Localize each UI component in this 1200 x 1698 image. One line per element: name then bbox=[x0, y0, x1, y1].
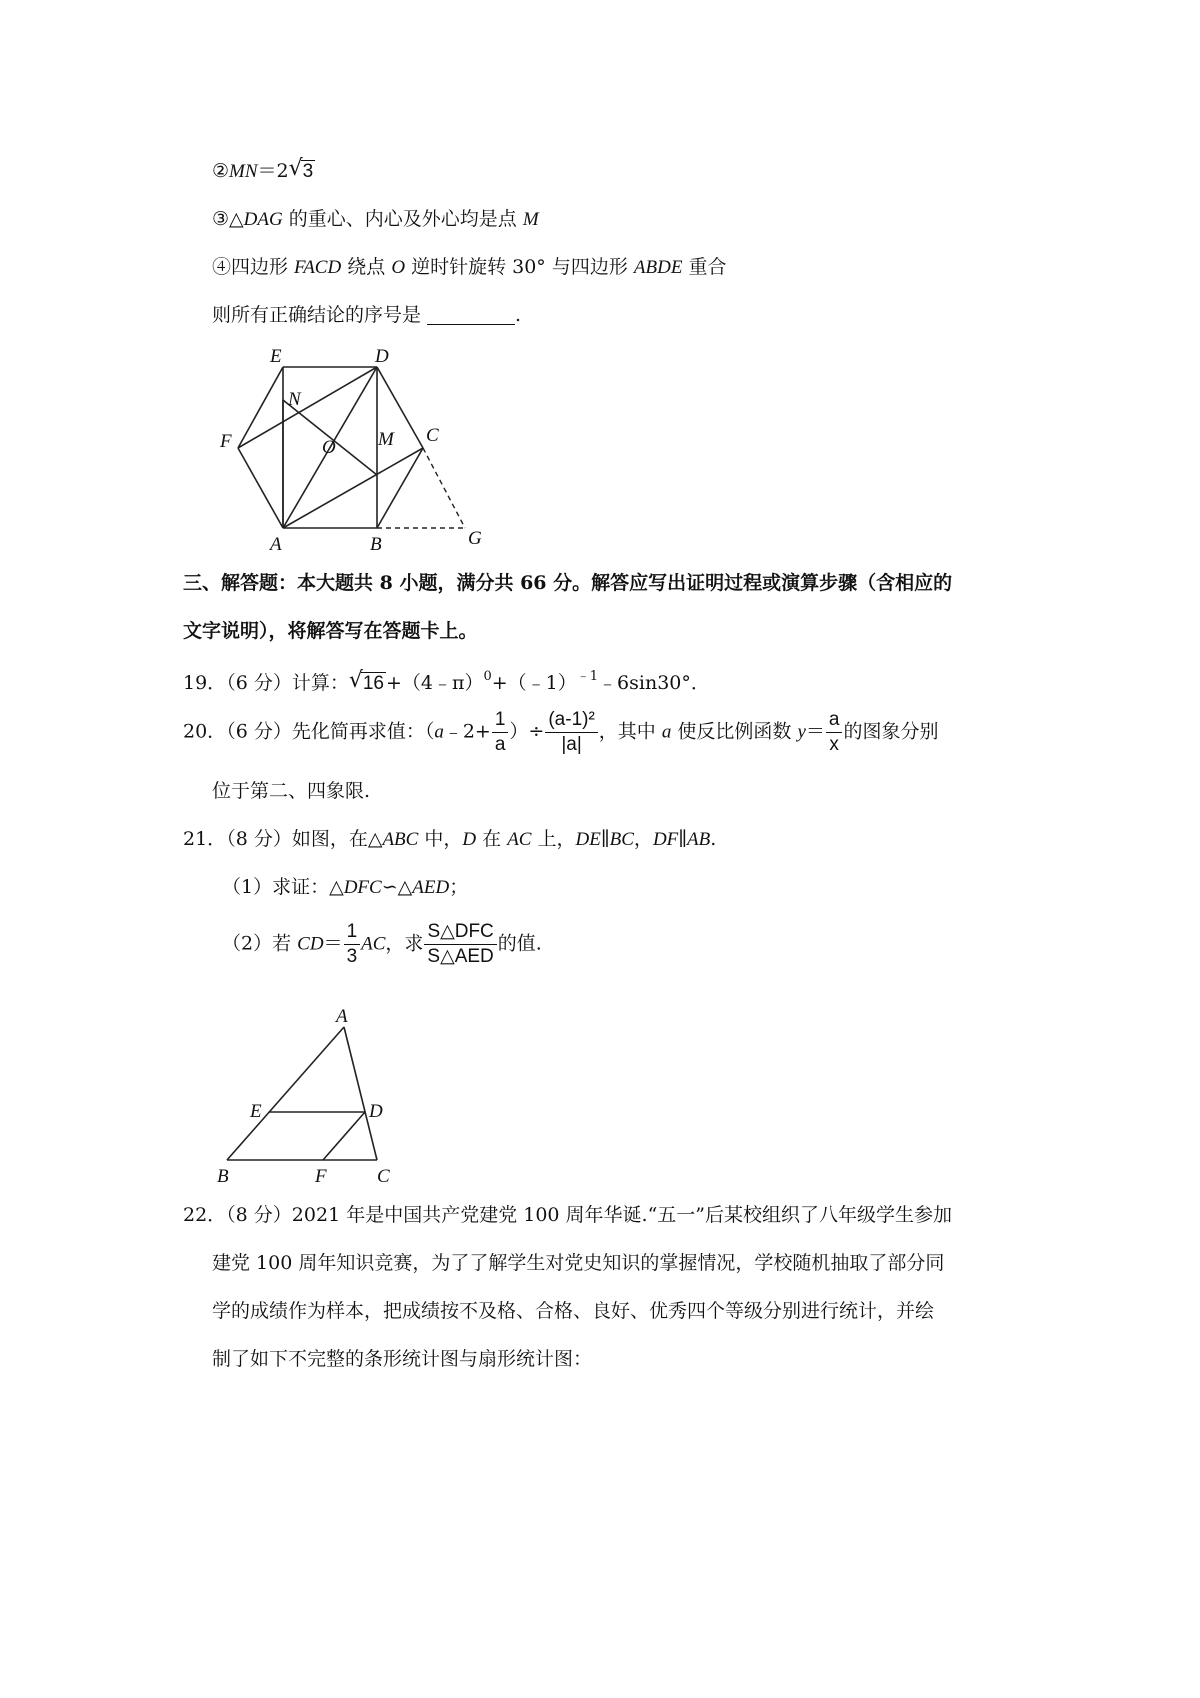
label-E: E bbox=[270, 346, 282, 367]
fraction-area-ratio: $\frac{\text{S△DFC}}{\text{S△AED}}$ bbox=[424, 922, 496, 967]
label-N: N bbox=[288, 389, 301, 410]
question-22-line2: 建党 100 周年知识竞赛，为了了解学生对党史知识的掌握情况，学校随机抽取了部分同 bbox=[212, 1252, 945, 1274]
segment-AC bbox=[283, 448, 423, 528]
label-O: O bbox=[322, 437, 336, 458]
label-B: B bbox=[370, 534, 382, 555]
statement-2: ②MN＝2 √ 3 bbox=[212, 156, 314, 182]
question-22-line1: 22．（8 分）2021 年是中国共产党建党 100 周年华诞.“五一”后某校组织了八年级学生参加 bbox=[183, 1204, 953, 1226]
fraction-1-over-a: $\frac{1}{a}$ bbox=[492, 710, 509, 755]
triangle-figure bbox=[205, 1005, 425, 1195]
label-D: D bbox=[369, 1101, 383, 1122]
segment-AF bbox=[238, 448, 283, 528]
label-E: E bbox=[250, 1101, 262, 1122]
label-D: D bbox=[375, 346, 389, 367]
answer-prompt: 则所有正确结论的序号是 . bbox=[212, 304, 522, 326]
question-22-line4: 制了如下不完整的条形统计图与扇形统计图： bbox=[212, 1348, 593, 1370]
label-B: B bbox=[217, 1166, 229, 1187]
statement-3: ③△DAG 的重心、内心及外心均是点 M bbox=[212, 208, 539, 230]
question-21-part1: （1）求证：△DFC∽△AED； bbox=[222, 876, 469, 898]
segment-CB bbox=[377, 448, 423, 528]
dashed-CG bbox=[423, 448, 465, 528]
segment-DF bbox=[323, 1112, 365, 1160]
segment-FE bbox=[238, 367, 283, 448]
fraction-1-over-3: $\frac{1}{3}$ bbox=[344, 922, 361, 967]
segment-AB bbox=[227, 1027, 344, 1160]
question-22-line3: 学的成绩作为样本，把成绩按不及格、合格、良好、优秀四个等级分别进行统计，并绘 bbox=[212, 1300, 935, 1322]
fraction-a-minus-1-sq-over-abs-a: $\frac{\text{(a-1)²}}{|a|}$ bbox=[545, 710, 597, 755]
label-C: C bbox=[426, 425, 439, 446]
question-20-line2: 位于第二、四象限. bbox=[212, 780, 371, 802]
section-header-line2: 文字说明），将解答写在答题卡上。 bbox=[183, 620, 478, 642]
label-F: F bbox=[315, 1166, 327, 1187]
question-21: 21．（8 分）如图，在△ABC 中，D 在 AC 上，DE∥BC，DF∥AB. bbox=[183, 828, 717, 850]
hexagon-figure bbox=[200, 345, 500, 555]
segment-FD bbox=[238, 367, 377, 448]
fraction-a-over-x: $\frac{a}{x}$ bbox=[826, 710, 843, 755]
question-21-part2: （2）若 CD＝ $\frac{1}{3}$ AC，求 $\frac{\text{S△DFC}}{\text{S△AED}}$ 的值. bbox=[222, 921, 542, 967]
question-20: 20．（6 分）先化简再求值：（a﹣2+ $\frac{1}{a}$ ）÷ $\frac{\text{(a-1)²}}{|a|}$ ，其中 a 使反比例函数 y＝ $\frac{a}{x}$ 的图象分别 bbox=[183, 709, 939, 755]
label-A: A bbox=[336, 1006, 348, 1027]
segment-AC bbox=[344, 1027, 377, 1160]
section-header-line1: 三、解答题：本大题共 8 小题，满分共 66 分。解答应写出证明过程或演算步骤（含相应的 bbox=[183, 572, 953, 594]
label-M: M bbox=[378, 429, 394, 450]
label-C: C bbox=[377, 1166, 390, 1187]
label-F: F bbox=[220, 431, 232, 452]
label-A: A bbox=[270, 534, 282, 555]
label-G: G bbox=[468, 528, 482, 549]
question-19: 19．（6 分）计算： √ 16 +（4﹣π）$^0$+（﹣1）$^{﹣1}$﹣6sin30°． bbox=[183, 668, 710, 694]
answer-blank bbox=[427, 306, 515, 325]
statement-4: ④四边形 FACD 绕点 O 逆时针旋转 30° 与四边形 ABDE 重合 bbox=[212, 256, 727, 278]
